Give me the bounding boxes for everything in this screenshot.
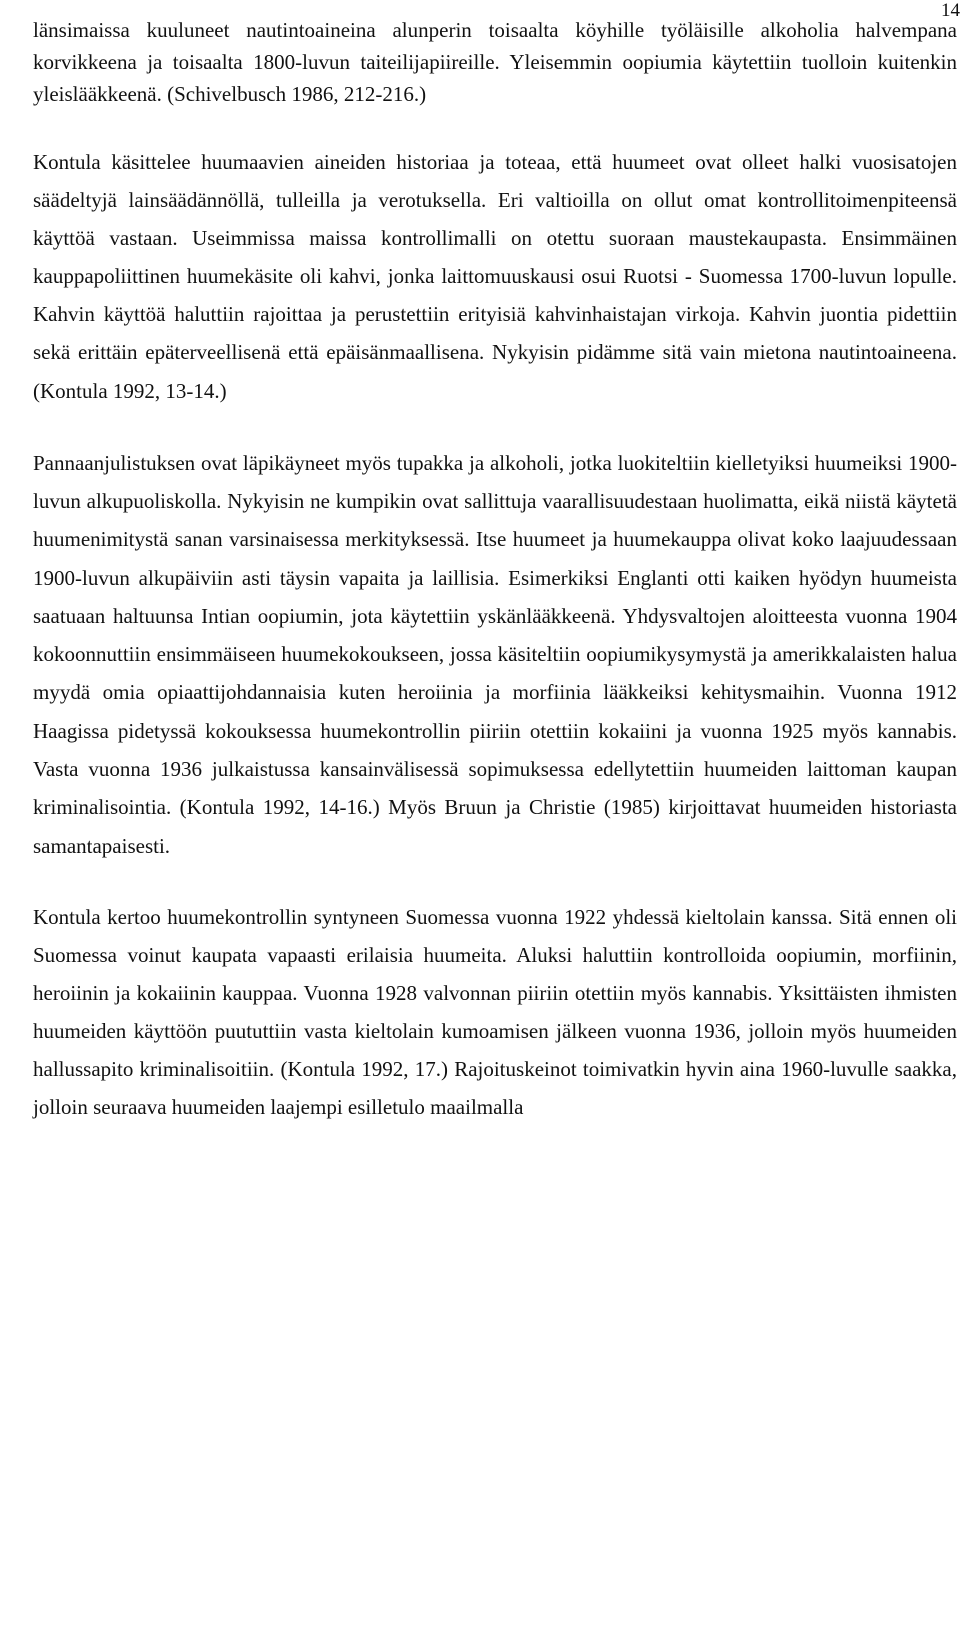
page-number: 14 — [941, 0, 960, 21]
document-body — [33, 14, 957, 1126]
paragraph-1: länsimaissa kuuluneet nautintoaineina alunperin toisaalta köyhille työläisille alkoholia halvempana korvikkeena ja toisaalta 1800-luvun taiteilijapiireille. Yleisemmin oopiumia käytettiin tuolloin kuitenkin yleislääkkeenä. (Schivelbusch 1986, 212-216.) — [33, 18, 957, 106]
paragraph-3: Pannaanjulistuksen ovat läpikäyneet myös tupakka ja alkoholi, jotka luokiteltiin kielletyiksi huumeiksi 1900-luvun alkupuoliskolla. Nykyisin ne kumpikin ovat sallittuja vaarallisuudestaan huolimatta, eikä niistä käytetä huumenimitystä sanan varsinaisessa merkityksessä. Itse huumeet ja huumekauppa olivat koko laajuudessaan 1900-luvun alkupäiviin asti täysin vapaita ja laillisia. Esimerkiksi Englanti otti kaiken hyödyn huumeista saatuaan haltuunsa Intian oopiumin, jota käytettiin yskänlääkkeenä. Yhdysvaltojen aloitteesta vuonna 1904 kokoonnuttiin ensimmäiseen huumekokoukseen, jossa käsiteltiin oopiumikysymystä ja amerikkalaisten halua myydä omia opiaattijohdannaisia kuten heroiinia ja morfiinia lääkkeiksi kehitysmaihin. Vuonna 1912 Haagissa pidetyssä kokouksessa huumekontrollin piiriin otettiin kokaiini ja vuonna 1925 myös kannabis. Vasta vuonna 1936 julkaistussa kansainvälisessä sopimuksessa edellytettiin huumeiden laittoman kaupan kriminalisointia. (Kontula 1992, 14-16.) Myös Bruun ja Christie (1985) kirjoittavat huumeiden historiasta samantapaisesti. — [33, 450, 957, 858]
paragraph-2: Kontula käsittelee huumaavien aineiden historiaa ja toteaa, että huumeet ovat olleet halki vuosisatojen säädeltyjä lainsäädännöllä, tulleilla ja verotuksella. Eri valtioilla on ollut omat kontrollitoimenpiteensä käyttöä vastaan. Useimmissa maissa kontrollimalli on otettu suoraan maustekaupasta. Ensimmäinen kauppapoliittinen huumekäsite oli kahvi, jonka laittomuuskausi osui Ruotsi - Suomessa 1700-luvun lopulle. Kahvin käyttöä haluttiin rajoittaa ja perustettiin erityisiä kahvinhaistajan virkoja. Kahvin juontia pidettiin sekä erittäin epäterveellisenä että epäisänmaallisena. Nykyisin pidämme sitä vain mietona nautintoaineena. (Kontula 1992, 13-14.) — [33, 150, 957, 403]
paragraph-4: Kontula kertoo huumekontrollin syntyneen Suomessa vuonna 1922 yhdessä kieltolain kanssa. Sitä ennen oli Suomessa voinut kaupata vapaasti erilaisia huumeita. Aluksi haluttiin kontrolloida oopiumin, morfiinin, heroiinin ja kokaiinin kauppaa. Vuonna 1928 valvonnan piiriin otettiin myös kannabis. Yksittäisten ihmisten huumeiden käyttöön puututtiin vasta kieltolain kumoamisen jälkeen vuonna 1936, jolloin myös huumeiden hallussapito kriminalisoitiin. (Kontula 1992, 17.) Rajoituskeinot toimivatkin hyvin aina 1960-luvulle saakka, jolloin seuraava huumeiden laajempi esilletulo maailmalla — [33, 904, 957, 1120]
